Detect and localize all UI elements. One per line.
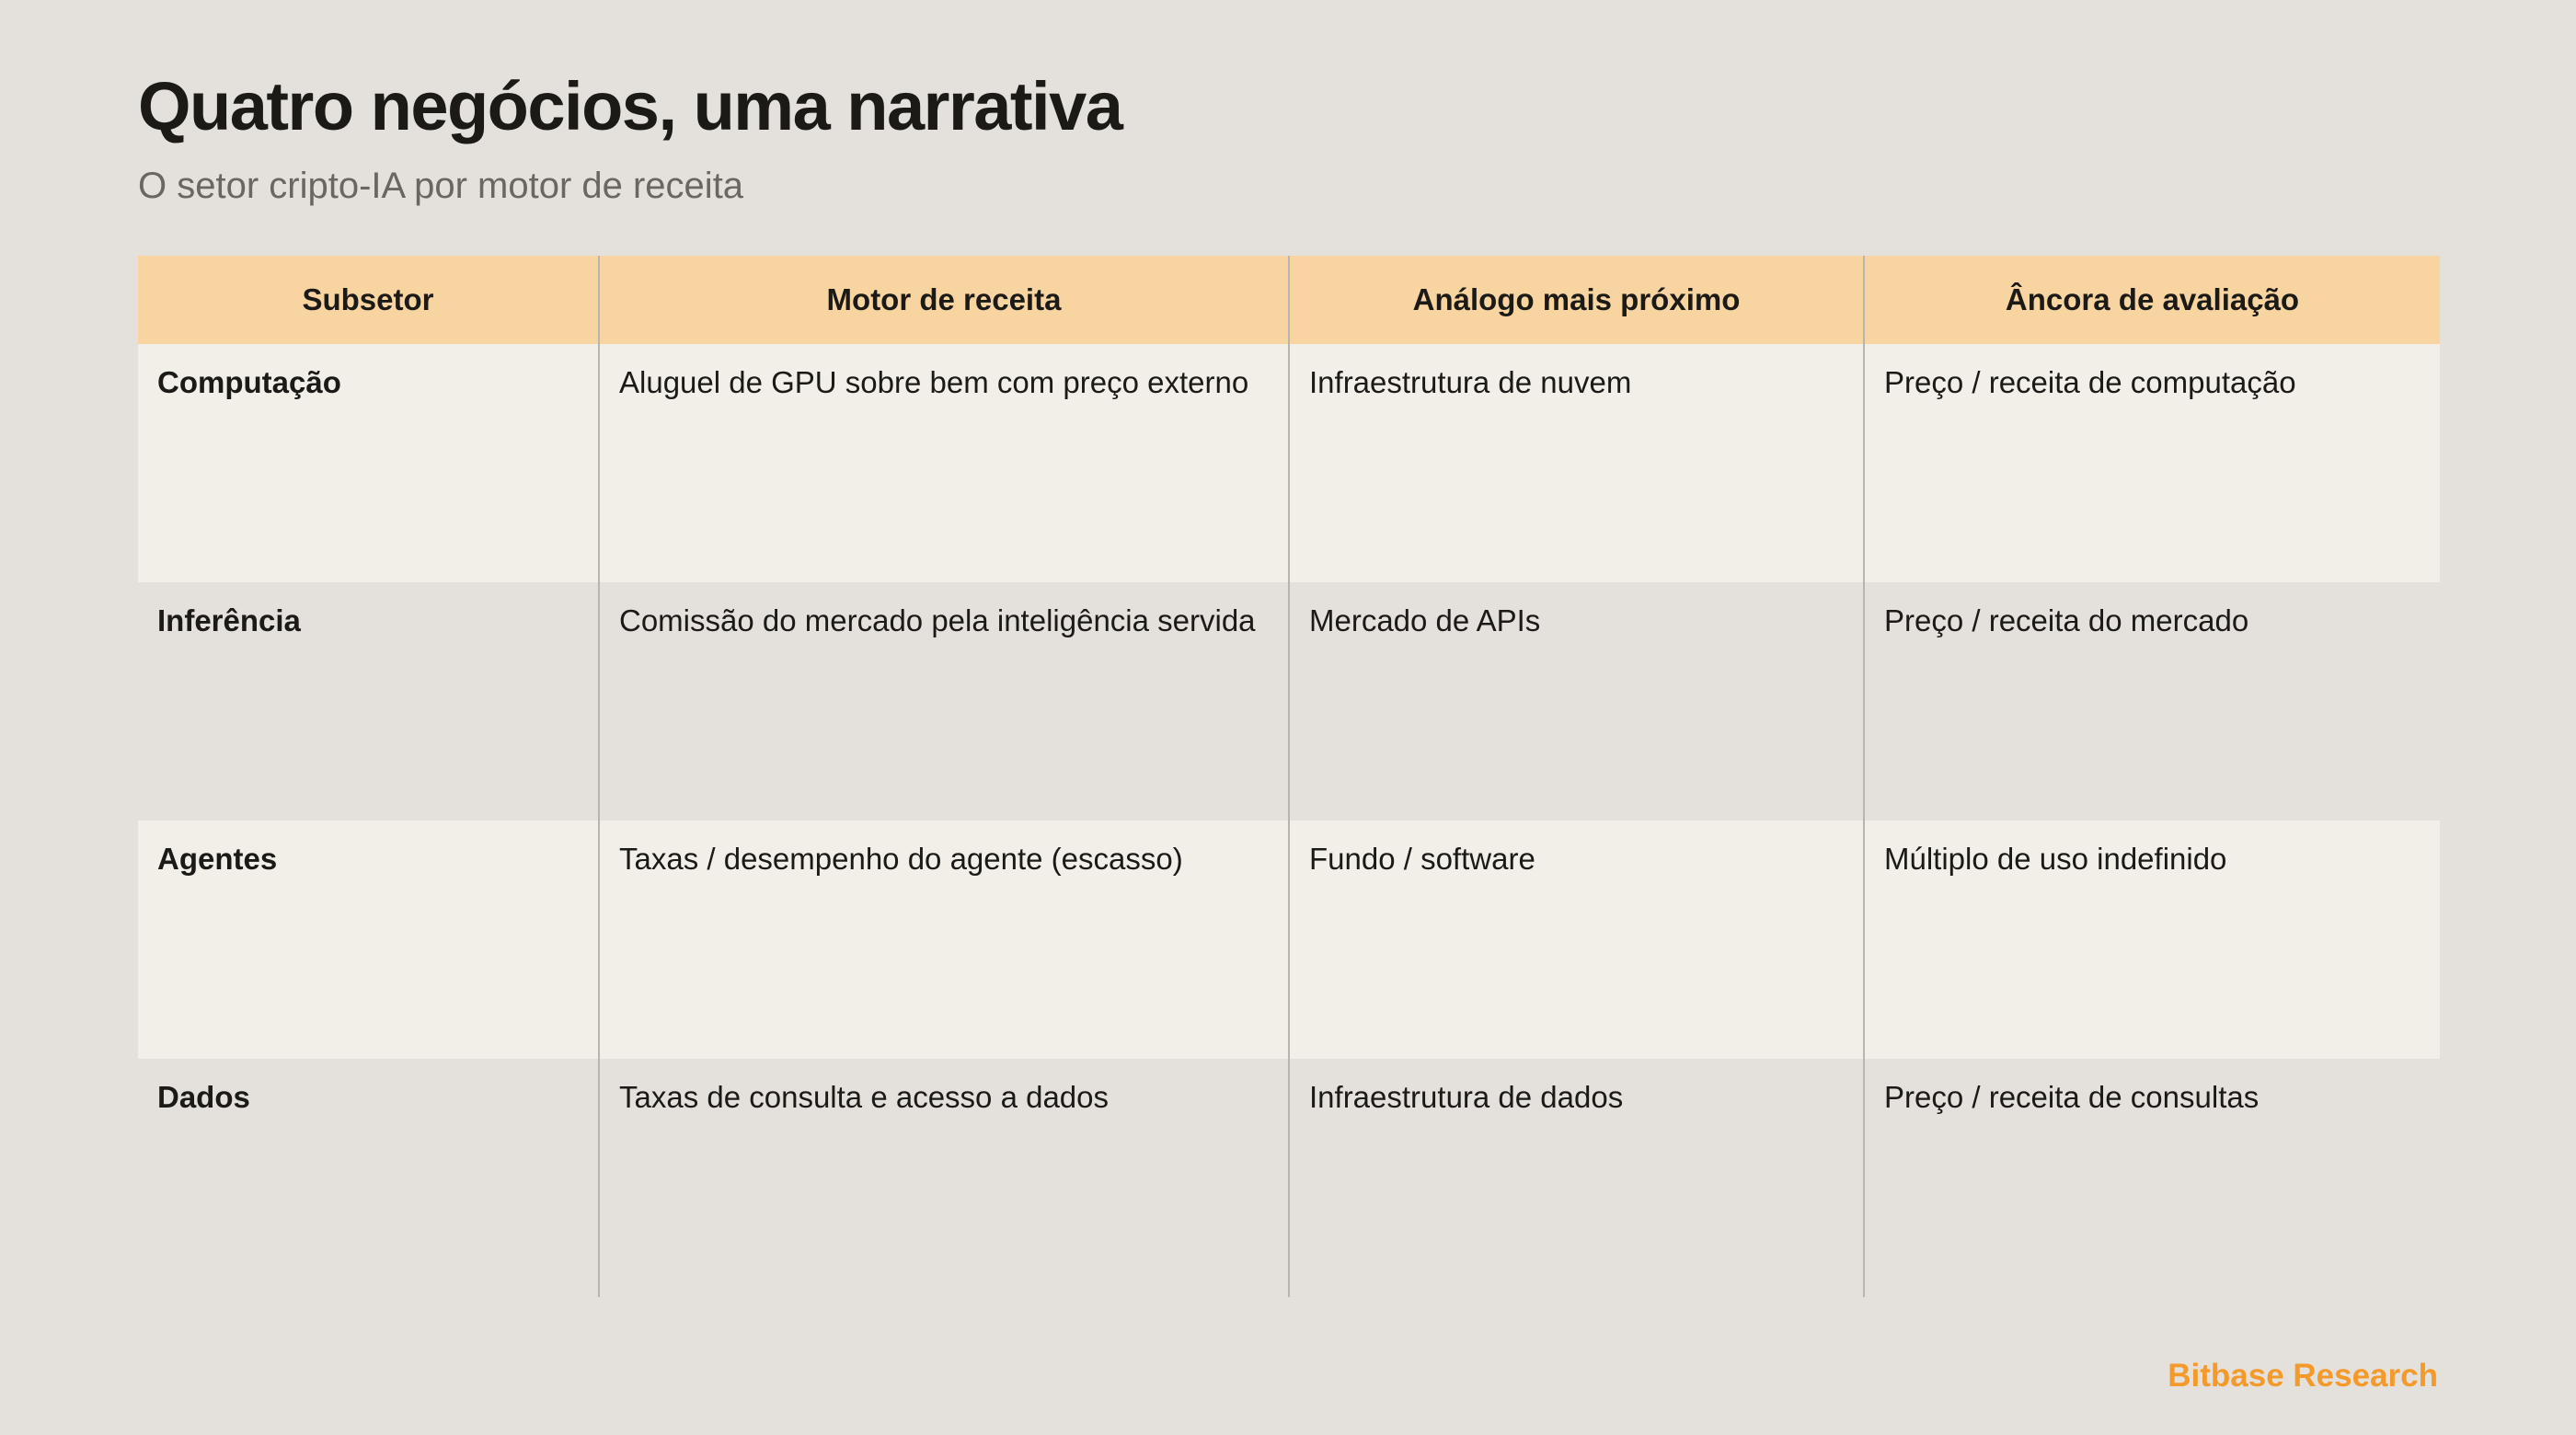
cell-subsetor: Dados (138, 1059, 599, 1297)
column-header-ancora: Âncora de avaliação (1864, 256, 2440, 344)
cell-ancora: Preço / receita de computação (1864, 344, 2440, 582)
cell-analogo: Infraestrutura de dados (1289, 1059, 1864, 1297)
table-row (138, 582, 2440, 821)
cell-ancora: Preço / receita do mercado (1864, 582, 2440, 821)
comparison-table (138, 256, 2440, 1297)
table-row (138, 344, 2440, 582)
table-row (138, 1059, 2440, 1297)
cell-subsetor: Computação (138, 344, 599, 582)
brand-label: Bitbase Research (2168, 1358, 2438, 1394)
cell-subsetor: Inferência (138, 582, 599, 821)
cell-ancora: Múltiplo de uso indefinido (1864, 821, 2440, 1059)
column-header-motor-de-receita: Motor de receita (599, 256, 1289, 344)
page-title: Quatro negócios, uma narrativa (138, 68, 1122, 144)
table-header-row (138, 256, 2440, 344)
cell-analogo: Fundo / software (1289, 821, 1864, 1059)
cell-subsetor: Agentes (138, 821, 599, 1059)
cell-ancora: Preço / receita de consultas (1864, 1059, 2440, 1297)
page-subtitle: O setor cripto-IA por motor de receita (138, 166, 744, 206)
cell-motor-de-receita: Aluguel de GPU sobre bem com preço externo (599, 344, 1289, 582)
cell-motor-de-receita: Taxas / desempenho do agente (escasso) (599, 821, 1289, 1059)
cell-analogo: Infraestrutura de nuvem (1289, 344, 1864, 582)
column-header-analogo: Análogo mais próximo (1289, 256, 1864, 344)
column-header-subsetor: Subsetor (138, 256, 599, 344)
cell-analogo: Mercado de APIs (1289, 582, 1864, 821)
table-row (138, 821, 2440, 1059)
cell-motor-de-receita: Comissão do mercado pela inteligência servida (599, 582, 1289, 821)
cell-motor-de-receita: Taxas de consulta e acesso a dados (599, 1059, 1289, 1297)
